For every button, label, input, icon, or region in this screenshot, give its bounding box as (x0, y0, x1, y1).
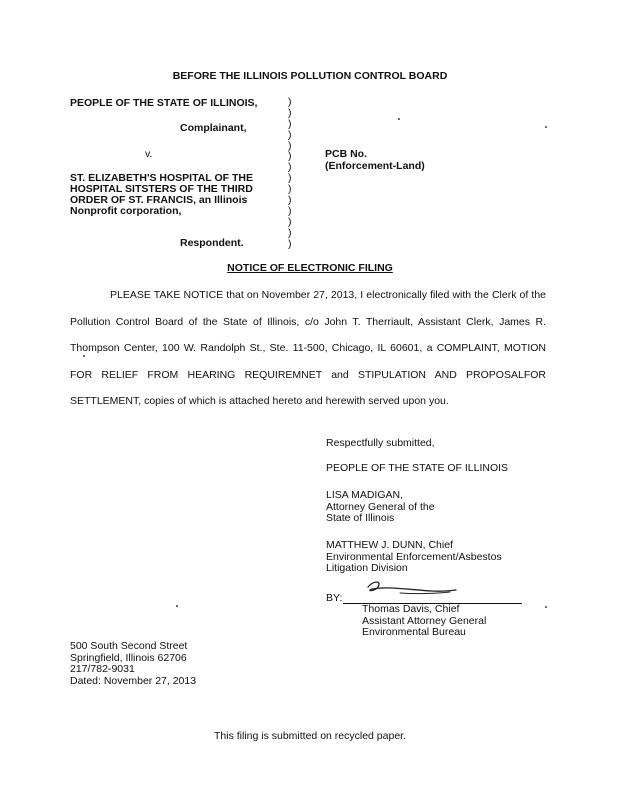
paren: ) (288, 226, 292, 239)
paren: ) (288, 172, 292, 185)
ag-line: State of Illinois (326, 512, 395, 524)
paren: ) (288, 96, 292, 108)
attorney-general-block (326, 490, 556, 525)
scan-speck (83, 355, 85, 357)
ag-line: LISA MADIGAN, (326, 489, 404, 501)
recycled-paper-note: This filing is submitted on recycled paper. (213, 730, 406, 742)
address-line: 500 South Second Street (70, 640, 188, 652)
signer-block (362, 604, 486, 639)
address-line: Springfield, Illinois 62706 (70, 651, 187, 664)
paren: ) (288, 139, 292, 152)
defendant-line: HOSPITAL SITSTERS OF THE THIRD (70, 183, 253, 195)
chief-line: Environmental Enforcement/Asbestos (326, 550, 502, 563)
signer-line: Assistant Attorney General (362, 614, 487, 627)
notice-heading: NOTICE OF ELECTRONIC FILING (227, 262, 393, 274)
signer-line: Environmental Bureau (362, 626, 466, 638)
paren: ) (288, 106, 292, 119)
defendant-name (70, 173, 295, 217)
defendant-role: Respondent. (180, 237, 244, 249)
paren: ) (288, 128, 292, 141)
court-title: BEFORE THE ILLINOIS POLLUTION CONTROL BOARD (172, 70, 448, 82)
case-info (325, 148, 425, 172)
paren: ) (288, 161, 292, 174)
paren: ) (288, 204, 292, 217)
plaintiff-name: PEOPLE OF THE STATE OF ILLINOIS, (70, 97, 258, 109)
versus-label: v. (145, 148, 153, 160)
paren: ) (288, 215, 292, 228)
plaintiff-role: Complainant, (180, 122, 247, 134)
paren: ) (288, 117, 292, 130)
pcb-number: PCB No. (325, 148, 367, 160)
signer-line: Thomas Davis, Chief (362, 603, 460, 615)
defendant-line: Nonprofit corporation, (70, 205, 182, 217)
dated-line: Dated: November 27, 2013 (70, 674, 197, 687)
paren: ) (288, 194, 292, 207)
case-type: (Enforcement-Land) (325, 160, 425, 172)
chief-line: MATTHEW J. DUNN, Chief (326, 539, 453, 551)
party-name: PEOPLE OF THE STATE OF ILLINOIS (326, 462, 509, 474)
scan-speck (398, 118, 400, 120)
division-chief-block (326, 540, 556, 575)
paren: ) (288, 237, 292, 250)
defendant-line: ST. ELIZABETH'S HOSPITAL OF THE (70, 172, 253, 184)
paren: ) (288, 150, 292, 163)
by-label: BY: (326, 592, 343, 604)
defendant-line: ORDER OF ST. FRANCIS, an Illinois (70, 194, 248, 206)
notice-body (70, 282, 546, 415)
notice-paragraph: PLEASE TAKE NOTICE that on November 27, 2013, I electronically filed with the Clerk of the Pollution Control Board of the State of Illinois, c/o John T. Therriault, Assistant Clerk, James R. Thompson Center, 100 W. Randolph St., Ste. 11-500, Chicago, IL 60601, a COMPLAINT, MOTION FOR RELIEF FROM HEARING REQUIREMNET and STIPULATION AND PROPOSALFOR SETTLEMENT, copies of which is attached hereto and herewith served upon you. (70, 289, 546, 408)
scan-speck (545, 606, 547, 608)
scan-speck (545, 126, 547, 128)
closing: Respectfully submitted, (326, 437, 435, 449)
paren: ) (288, 183, 292, 196)
ag-line: Attorney General of the (326, 500, 435, 513)
chief-line: Litigation Division (326, 562, 408, 574)
caption-divider (288, 97, 298, 249)
address-block (70, 641, 196, 687)
handwritten-signature (360, 578, 460, 600)
address-line: 217/782-9031 (70, 663, 135, 675)
scan-speck (176, 605, 178, 607)
